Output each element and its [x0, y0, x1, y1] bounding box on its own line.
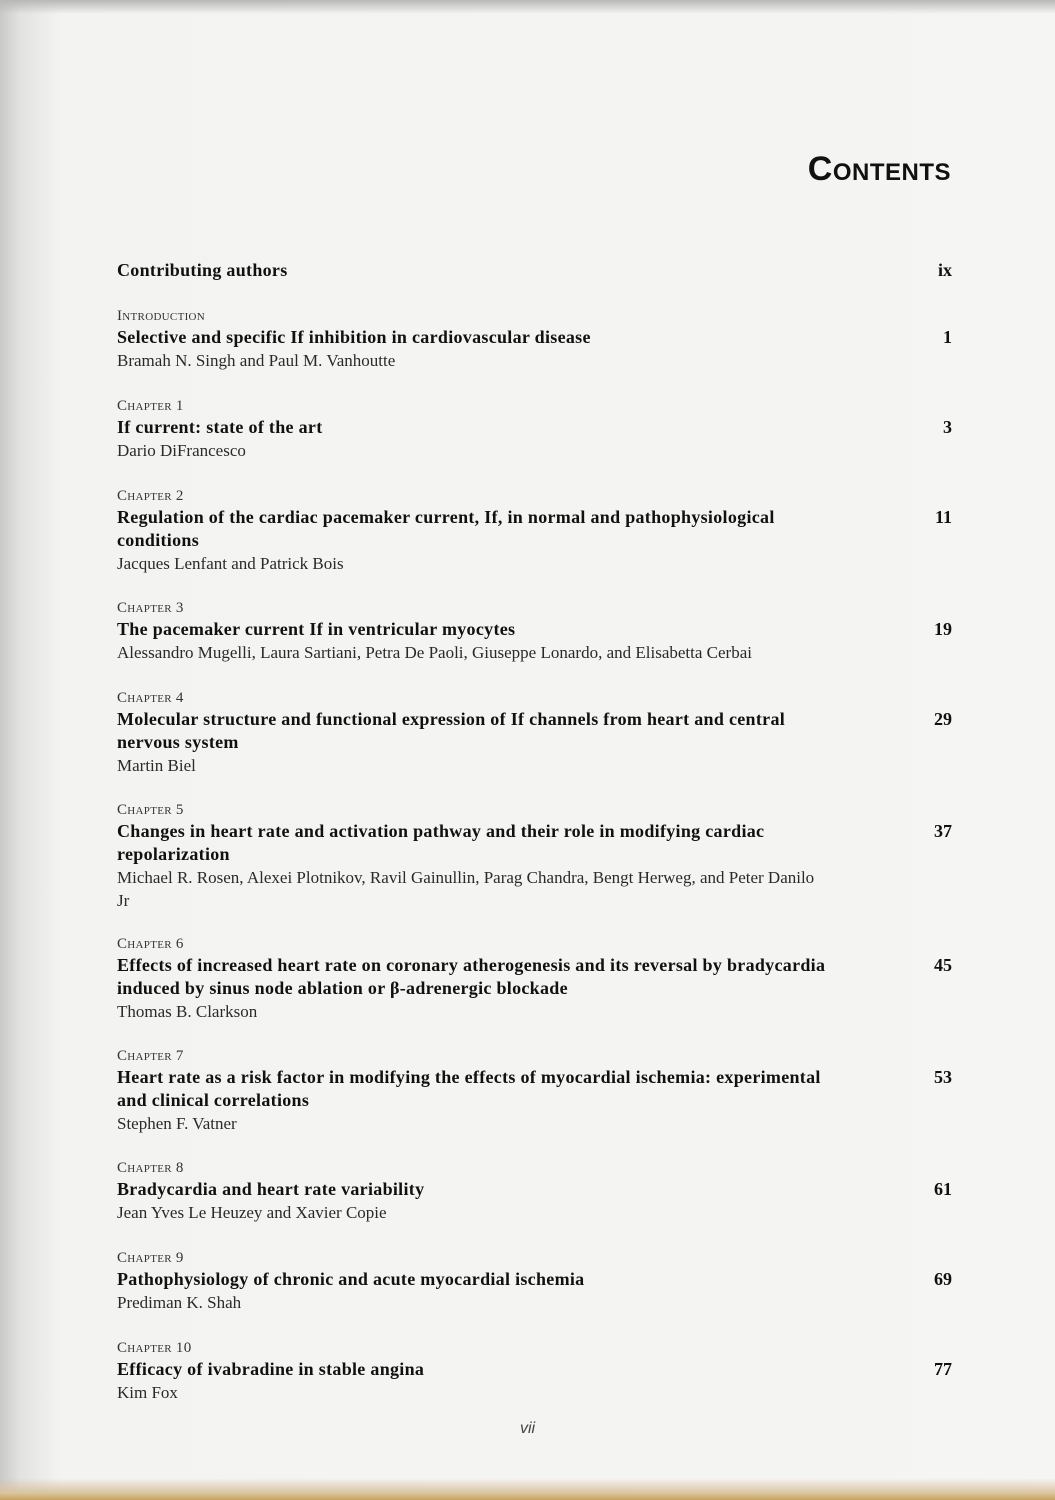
toc-entry-label: Chapter 9: [117, 1250, 184, 1266]
toc-entry-title: Contributing authors: [117, 260, 288, 280]
toc-entry[interactable]: [117, 1158, 952, 1224]
toc-entry[interactable]: [117, 1338, 952, 1404]
toc-entry-authors: Thomas B. Clarkson: [117, 1002, 258, 1021]
toc-entry-authors: Jean Yves Le Heuzey and Xavier Copie: [117, 1203, 387, 1222]
toc-entry-page: 19: [934, 619, 952, 639]
toc-entry-title: Changes in heart rate and activation pathway and their role in modifying cardiac repolarization: [117, 821, 765, 864]
toc-entry-authors: Martin Biel: [117, 756, 196, 775]
toc-entry-authors: Kim Fox: [117, 1383, 178, 1402]
toc-entry-page: 37: [934, 821, 952, 841]
toc-entry-page: 29: [934, 709, 952, 729]
toc-entry-label: Chapter 3: [117, 600, 184, 616]
toc-entry-title: Pathophysiology of chronic and acute myocardial ischemia: [117, 1269, 585, 1289]
toc-entry-authors: Michael R. Rosen, Alexei Plotnikov, Ravil Gainullin, Parag Chandra, Bengt Herweg, and Peter Danilo Jr: [117, 868, 815, 910]
toc-entry-authors: Jacques Lenfant and Patrick Bois: [117, 554, 344, 573]
toc-entry-page: 45: [934, 955, 952, 975]
toc-entry-label: Chapter 7: [117, 1048, 184, 1064]
toc-entry-title: Efficacy of ivabradine in stable angina: [117, 1359, 425, 1379]
toc-entry-title: Bradycardia and heart rate variability: [117, 1179, 425, 1199]
toc-entry-authors: Dario DiFrancesco: [117, 441, 246, 460]
toc-entry-page: 1: [943, 327, 952, 347]
toc-entry[interactable]: [117, 396, 952, 462]
toc-entry-title: Effects of increased heart rate on coronary atherogenesis and its reversal by bradycardia induced by sinus node ablation or β-adrenergic blockade: [117, 955, 826, 998]
toc-entry[interactable]: [117, 1248, 952, 1314]
toc-entry-title: Selective and specific If inhibition in cardiovascular disease: [117, 327, 591, 347]
page-number-folio: vii: [520, 1420, 536, 1437]
toc-entry[interactable]: [117, 306, 952, 372]
page-top-shadow: [0, 0, 1055, 14]
toc-entry-title: Molecular structure and functional expression of If channels from heart and central nervous system: [117, 709, 786, 752]
toc-entry[interactable]: [117, 1046, 952, 1135]
toc-entry[interactable]: [117, 934, 952, 1023]
toc-entry[interactable]: [117, 486, 952, 575]
toc-entry-label: Chapter 10: [117, 1340, 192, 1356]
toc-entry-label: Introduction: [117, 308, 206, 324]
toc-entry-label: Chapter 2: [117, 488, 184, 504]
toc-entry-label: Chapter 8: [117, 1160, 184, 1176]
toc-entry-page: 11: [934, 507, 952, 527]
toc-entry-page: 53: [934, 1067, 952, 1087]
toc-entry-label: Chapter 6: [117, 936, 184, 952]
toc-entry-page: 69: [934, 1269, 952, 1289]
toc-entry[interactable]: [117, 598, 952, 664]
toc-entry-title: Heart rate as a risk factor in modifying the effects of myocardial ischemia: experimental and clinical correlations: [117, 1067, 821, 1110]
toc-entry-page: 61: [934, 1179, 952, 1199]
toc-entry[interactable]: [117, 800, 952, 912]
toc-entry-page: 77: [934, 1359, 952, 1379]
toc-entry-authors: Bramah N. Singh and Paul M. Vanhoutte: [117, 351, 396, 370]
page-bottom-edge: [0, 1478, 1055, 1500]
toc-entry-authors: Stephen F. Vatner: [117, 1114, 237, 1133]
toc-entry-page: ix: [937, 260, 952, 280]
toc-entry[interactable]: [117, 688, 952, 777]
toc-entry-label: Chapter 1: [117, 398, 184, 414]
toc-entry-label: Chapter 5: [117, 802, 184, 818]
toc-entry-page: 3: [943, 417, 952, 437]
toc-entry-title: Regulation of the cardiac pacemaker current, If, in normal and pathophysiological conditions: [117, 507, 775, 550]
toc-entry-title: If current: state of the art: [117, 417, 323, 437]
toc-entry-authors: Prediman K. Shah: [117, 1293, 242, 1312]
toc-entry-front[interactable]: [117, 259, 952, 282]
toc-entry-authors: Alessandro Mugelli, Laura Sartiani, Petra De Paoli, Giuseppe Lonardo, and Elisabetta Cerbai: [117, 643, 752, 662]
toc-entry-label: Chapter 4: [117, 690, 184, 706]
toc-entry-title: The pacemaker current If in ventricular myocytes: [117, 619, 516, 639]
page-heading: Contents: [807, 150, 951, 188]
